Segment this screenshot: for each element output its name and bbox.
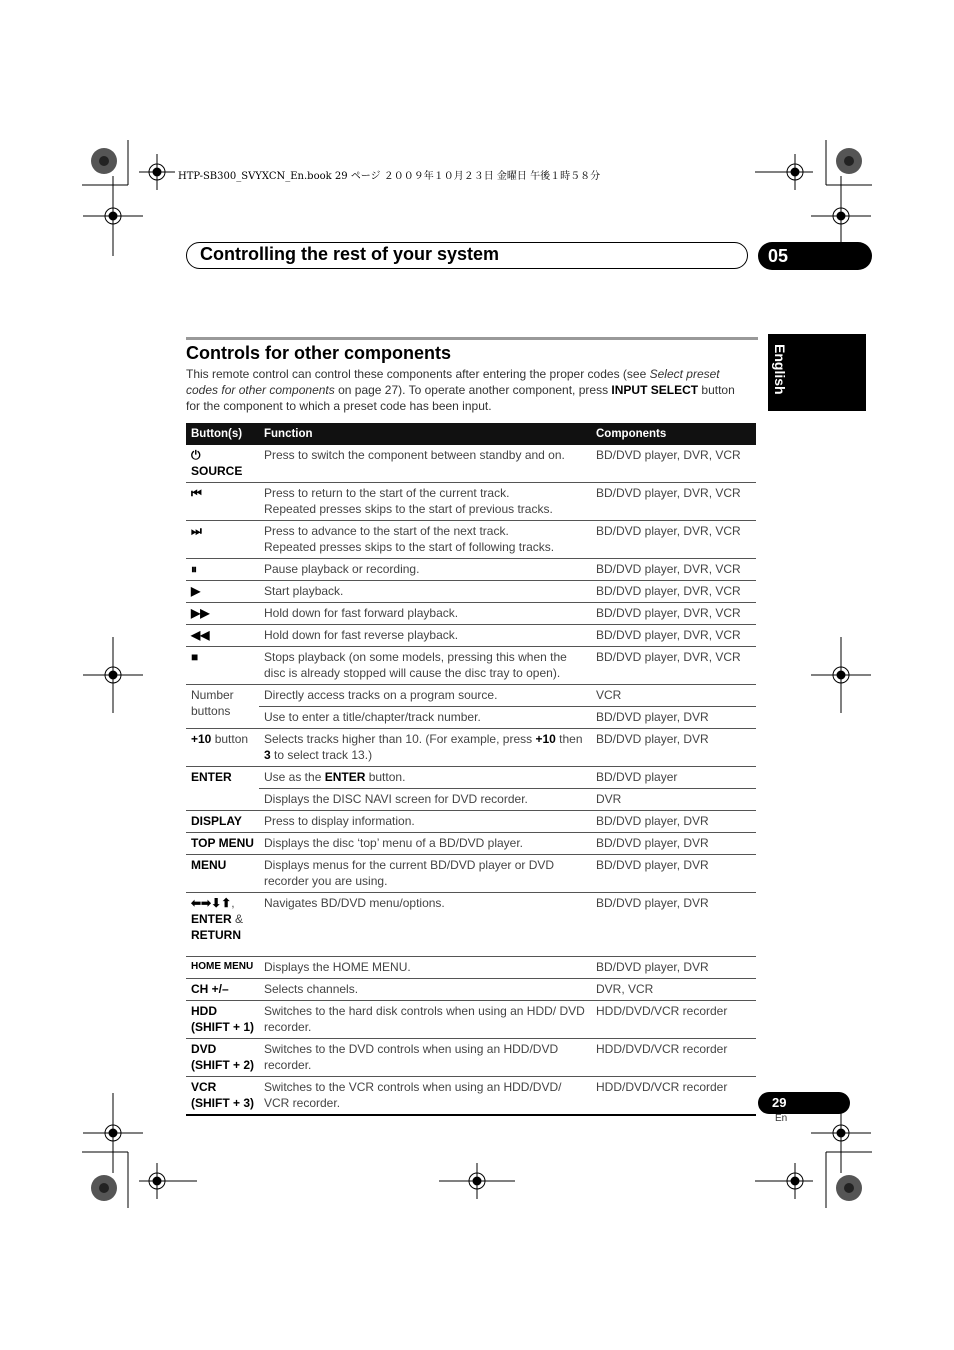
- button-cell: DISPLAY: [186, 811, 259, 833]
- button-cell: Number buttons: [186, 685, 259, 729]
- button-cell: ▶: [186, 581, 259, 603]
- button-label-suffix: button: [211, 732, 249, 746]
- table-row: [186, 483, 756, 521]
- button-label: HDD: [191, 1004, 217, 1018]
- function-cell: [259, 767, 591, 789]
- language-tab: [768, 334, 866, 411]
- header-buttons: Button(s): [186, 423, 259, 445]
- arrow-buttons-icon: ⬅➡⬇⬆: [191, 896, 232, 910]
- page-number: 29: [758, 1092, 850, 1114]
- section-title: Controls for other components: [186, 343, 451, 363]
- components-cell: BD/DVD player, DVR: [591, 855, 756, 893]
- components-cell: DVR: [591, 789, 756, 811]
- components-cell: BD/DVD player, DVR, VCR: [591, 625, 756, 647]
- intro-text-2: on page 27). To operate another component, press: [334, 383, 612, 397]
- function-cell: Hold down for fast reverse playback.: [259, 625, 591, 647]
- function-cell: [259, 521, 591, 559]
- button-label: +10: [191, 732, 212, 746]
- table-row: [186, 581, 756, 603]
- table-row: [186, 1077, 756, 1116]
- function-text: Use as the: [264, 770, 325, 784]
- function-key: ENTER: [324, 770, 366, 784]
- function-line: Repeated presses skips to the start of following tracks.: [264, 540, 555, 554]
- function-cell: Start playback.: [259, 581, 591, 603]
- components-cell: BD/DVD player, DVR, VCR: [591, 559, 756, 581]
- components-cell: BD/DVD player, DVR, VCR: [591, 603, 756, 625]
- button-cell: ENTER: [186, 767, 259, 811]
- table-row: [186, 445, 756, 483]
- function-line: Repeated presses skips to the start of previous tracks.: [264, 502, 553, 516]
- header-components: Components: [591, 423, 756, 445]
- button-cell: TOP MENU: [186, 833, 259, 855]
- function-cell: Pause playback or recording.: [259, 559, 591, 581]
- components-cell: HDD/DVD/VCR recorder: [591, 1039, 756, 1077]
- function-cell: Switches to the VCR controls when using an HDD/DVD/ VCR recorder.: [259, 1077, 591, 1116]
- table-row: [186, 685, 756, 707]
- button-shortcut: (SHIFT + 1): [191, 1020, 255, 1034]
- components-cell: BD/DVD player, DVR: [591, 957, 756, 979]
- button-separator: &: [231, 912, 244, 926]
- components-cell: BD/DVD player, DVR: [591, 707, 756, 729]
- button-cell: HOME MENU: [186, 957, 259, 979]
- table-row: [186, 855, 756, 893]
- button-cell: ⏮: [186, 483, 259, 521]
- button-cell: MENU: [186, 855, 259, 893]
- page-language: En: [775, 1113, 788, 1124]
- function-text: to select track 13.): [270, 748, 373, 762]
- table-row: [186, 1039, 756, 1077]
- table-row: [186, 1001, 756, 1039]
- components-cell: BD/DVD player: [591, 767, 756, 789]
- table-row: [186, 559, 756, 581]
- table-row: [186, 833, 756, 855]
- table-row: [186, 979, 756, 1001]
- function-cell: Displays menus for the current BD/DVD player or DVD recorder you are using.: [259, 855, 591, 893]
- function-line: Press to return to the start of the current track.: [264, 486, 510, 500]
- function-cell: Use to enter a title/chapter/track number.: [259, 707, 591, 729]
- intro-reference: Select preset codes for other components: [186, 367, 720, 397]
- function-key: 3: [264, 748, 271, 762]
- function-cell: Displays the HOME MENU.: [259, 957, 591, 979]
- function-cell: Press to display information.: [259, 811, 591, 833]
- function-cell: Hold down for fast forward playback.: [259, 603, 591, 625]
- function-cell: Displays the DISC NAVI screen for DVD recorder.: [259, 789, 591, 811]
- components-cell: VCR: [591, 685, 756, 707]
- table-header-row: [186, 423, 756, 445]
- button-cell: ▶▶: [186, 603, 259, 625]
- table-row: [186, 957, 756, 979]
- button-shortcut: (SHIFT + 3): [191, 1096, 255, 1110]
- button-cell: [186, 1077, 259, 1116]
- button-shortcut: (SHIFT + 2): [191, 1058, 255, 1072]
- function-cell: Displays the disc ‘top’ menu of a BD/DVD player.: [259, 833, 591, 855]
- components-cell: HDD/DVD/VCR recorder: [591, 1077, 756, 1116]
- function-cell: [259, 483, 591, 521]
- function-cell: Navigates BD/DVD menu/options.: [259, 893, 591, 957]
- button-label: DVD: [191, 1042, 217, 1056]
- button-label: ENTER: [191, 912, 232, 926]
- language-label: English: [772, 344, 788, 395]
- intro-text-1: This remote control can control these components after entering the proper codes (see: [186, 367, 650, 381]
- components-cell: BD/DVD player, DVR: [591, 893, 756, 957]
- controls-table: [186, 423, 756, 1116]
- components-cell: BD/DVD player, DVR, VCR: [591, 483, 756, 521]
- function-text: then: [555, 732, 583, 746]
- chapter-title: Controlling the rest of your system: [200, 244, 500, 264]
- components-cell: BD/DVD player, DVR: [591, 811, 756, 833]
- table-row: [186, 647, 756, 685]
- function-cell: Press to switch the component between standby and on.: [259, 445, 591, 483]
- button-cell: ⏻ SOURCE: [186, 445, 259, 483]
- function-cell: Switches to the DVD controls when using an HDD/DVD recorder.: [259, 1039, 591, 1077]
- components-cell: BD/DVD player, DVR: [591, 729, 756, 767]
- button-cell: ⏸: [186, 559, 259, 581]
- button-cell: [186, 893, 259, 957]
- button-cell: CH +/–: [186, 979, 259, 1001]
- section-rule: [186, 337, 758, 340]
- table-row: [186, 521, 756, 559]
- function-cell: Directly access tracks on a program source.: [259, 685, 591, 707]
- button-label: VCR: [191, 1080, 217, 1094]
- button-cell: ◀◀: [186, 625, 259, 647]
- function-cell: Stops playback (on some models, pressing this when the disc is already stopped will cause the disc tray to open).: [259, 647, 591, 685]
- function-cell: Switches to the hard disk controls when using an HDD/ DVD recorder.: [259, 1001, 591, 1039]
- header-function: Function: [259, 423, 591, 445]
- components-cell: BD/DVD player, DVR, VCR: [591, 445, 756, 483]
- table-row: [186, 707, 756, 729]
- intro-button-name: INPUT SELECT: [611, 383, 699, 397]
- button-label: RETURN: [191, 928, 241, 942]
- button-cell: ⏭: [186, 521, 259, 559]
- table-row: [186, 789, 756, 811]
- function-line: Press to advance to the start of the next track.: [264, 524, 509, 538]
- chapter-number: 05: [758, 242, 872, 270]
- button-separator: ,: [231, 896, 235, 910]
- components-cell: DVR, VCR: [591, 979, 756, 1001]
- components-cell: BD/DVD player, DVR, VCR: [591, 521, 756, 559]
- table-row: [186, 729, 756, 767]
- components-cell: BD/DVD player, DVR, VCR: [591, 581, 756, 603]
- table-row: [186, 625, 756, 647]
- button-cell: ■: [186, 647, 259, 685]
- components-cell: BD/DVD player, DVR, VCR: [591, 647, 756, 685]
- intro-paragraph: [186, 366, 746, 414]
- function-text: button.: [365, 770, 406, 784]
- function-cell: [259, 729, 591, 767]
- components-cell: BD/DVD player, DVR: [591, 833, 756, 855]
- function-key: +10: [535, 732, 556, 746]
- table-row: [186, 767, 756, 789]
- table-row: [186, 603, 756, 625]
- intro-text-3: button for the component to which a preset code has been input.: [186, 383, 735, 413]
- function-text: Selects tracks higher than 10. (For example, press: [264, 732, 536, 746]
- table-row: [186, 811, 756, 833]
- button-cell: [186, 729, 259, 767]
- function-cell: Selects channels.: [259, 979, 591, 1001]
- button-cell: [186, 1039, 259, 1077]
- table-row: [186, 893, 756, 957]
- button-cell: [186, 1001, 259, 1039]
- print-info: HTP-SB300_SVYXCN_En.book 29 ページ ２００９年１０月２３日 金曜日 午後１時５８分: [178, 171, 601, 182]
- components-cell: HDD/DVD/VCR recorder: [591, 1001, 756, 1039]
